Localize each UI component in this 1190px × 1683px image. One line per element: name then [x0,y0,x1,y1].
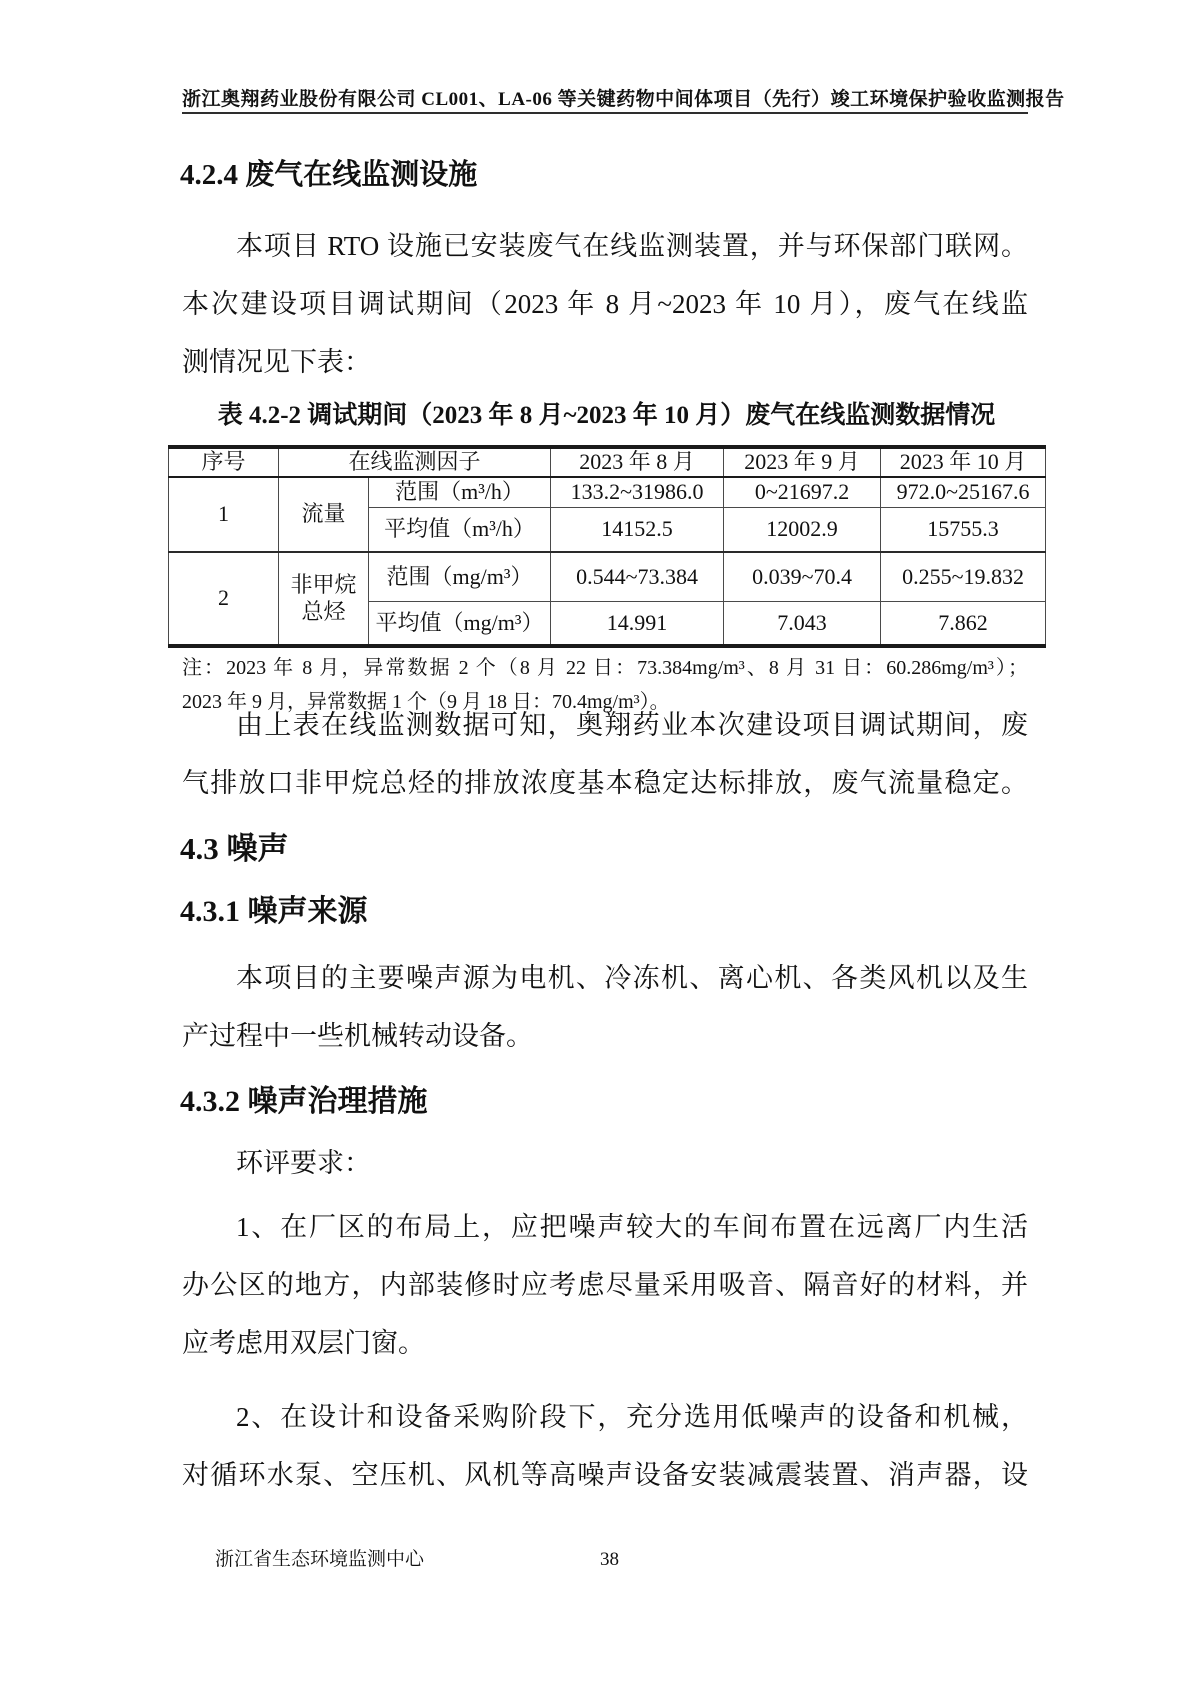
table-header-row [169,447,1046,477]
table-row [169,552,1046,601]
paragraph-line: 1、在厂区的布局上，应把噪声较大的车间布置在远离厂内生活 [236,1212,1028,1242]
paragraph-line: 本项目的主要噪声源为电机、冷冻机、离心机、各类风机以及生 [236,963,1028,993]
cell-value: 14152.5 [551,507,724,552]
paragraph-line: 测情况见下表： [182,347,371,377]
paragraph-line: 2、在设计和设备采购阶段下，充分选用低噪声的设备和机械， [236,1402,1028,1432]
cell-metric: 平均值（mg/m³） [369,601,551,646]
paragraph-line: 本项目 RTO 设施已安装废气在线监测装置，并与环保部门联网。 [236,231,1028,261]
paragraph-line: 本次建设项目调试期间（2023 年 8 月~2023 年 10 月），废气在线监 [182,289,1028,319]
paragraph-line: 对循环水泵、空压机、风机等高噪声设备安装减震装置、消声器，设 [182,1460,1028,1490]
section-heading-4-3-1: 4.3.1 噪声来源 [180,895,368,928]
cell-value: 14.991 [551,601,724,646]
cell-value: 0.544~73.384 [551,552,724,601]
paragraph-conclusion [182,696,1028,812]
paragraph-noise-measure-1 [182,1198,1028,1372]
cell-factor: 流量 [279,477,369,552]
footer-page-number: 38 [600,1549,619,1570]
online-monitoring-data-table [168,445,1046,648]
cell-value: 133.2~31986.0 [551,477,724,507]
col-header-no: 序号 [169,447,279,477]
cell-value: 972.0~25167.6 [881,477,1046,507]
paragraph-line: 办公区的地方，内部装修时应考虑尽量采用吸音、隔音好的材料，并 [182,1270,1028,1300]
running-header: 浙江奥翔药业股份有限公司 CL001、LA-06 等关键药物中间体项目（先行）竣工环境保护验收监测报告 [182,89,1065,110]
paragraph-line: 应考虑用双层门窗。 [182,1328,425,1358]
table-row [169,477,1046,507]
cell-value: 15755.3 [881,507,1046,552]
cell-metric: 平均值（m³/h） [369,507,551,552]
header-rule-divider [182,112,1028,114]
col-header-aug: 2023 年 8 月 [551,447,724,477]
cell-factor: 非甲烷总烃 [279,552,369,646]
cell-value: 0.039~70.4 [724,552,881,601]
col-header-factor: 在线监测因子 [279,447,551,477]
paragraph-line: 环评要求： [236,1148,371,1178]
paragraph-line: 气排放口非甲烷总烃的排放浓度基本稳定达标排放，废气流量稳定。 [182,768,1028,798]
footer-organization: 浙江省生态环境监测中心 [215,1549,425,1570]
paragraph-noise-sources [182,949,1028,1065]
cell-no: 2 [169,552,279,646]
table-title: 表 4.2-2 调试期间（2023 年 8 月~2023 年 10 月）废气在线监测数据情况 [217,402,996,429]
cell-value: 0~21697.2 [724,477,881,507]
col-header-oct: 2023 年 10 月 [881,447,1046,477]
cell-value: 7.043 [724,601,881,646]
paragraph-online-monitoring-intro [182,217,1028,391]
col-header-sep: 2023 年 9 月 [724,447,881,477]
paragraph-eia-requirements-label [182,1134,1028,1192]
cell-no: 1 [169,477,279,552]
note-line: 注：2023 年 8 月，异常数据 2 个（8 月 22 日：73.384mg/m³、8 月 31 日：60.286mg/m³）； [182,657,1028,679]
paragraph-noise-measure-2 [182,1388,1028,1504]
cell-value: 12002.9 [724,507,881,552]
paragraph-line: 由上表在线监测数据可知，奥翔药业本次建设项目调试期间，废 [236,710,1028,740]
section-heading-4-3-2: 4.3.2 噪声治理措施 [180,1085,428,1118]
paragraph-line: 产过程中一些机械转动设备。 [182,1021,533,1051]
section-heading-4-3: 4.3 噪声 [180,831,289,866]
section-heading-4-2-4: 4.2.4 废气在线监测设施 [180,159,478,191]
cell-metric: 范围（mg/m³） [369,552,551,601]
note-line: 2023 年 9 月，异常数据 1 个（9 月 18 日：70.4mg/m³）。 [182,691,670,713]
cell-value: 0.255~19.832 [881,552,1046,601]
cell-metric: 范围（m³/h） [369,477,551,507]
cell-value: 7.862 [881,601,1046,646]
